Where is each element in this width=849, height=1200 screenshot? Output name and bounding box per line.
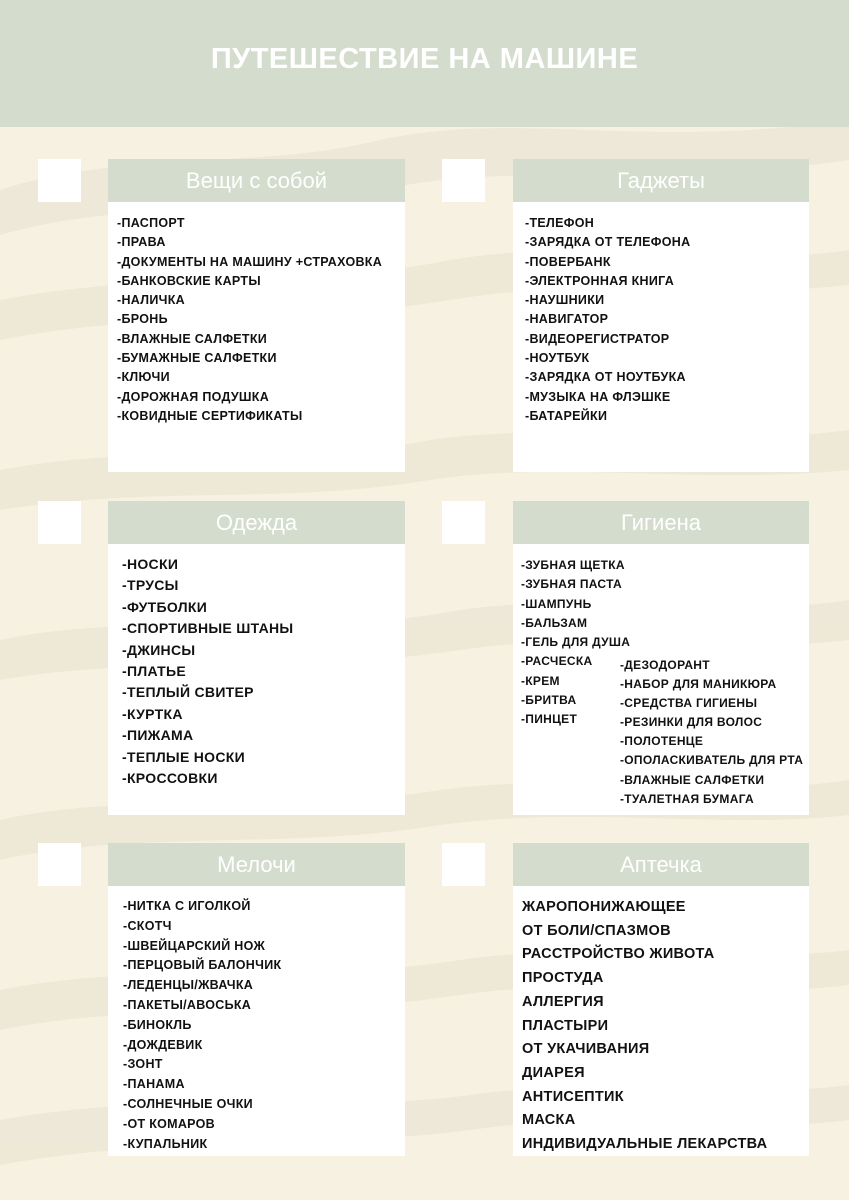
list-item: -ПАКЕТЫ/АВОСЬКА [123, 997, 252, 1012]
checkbox-gadgets[interactable] [442, 159, 485, 202]
section-title: Вещи с собой [108, 159, 405, 202]
list-item: -ТЕПЛЫЕ НОСКИ [122, 748, 245, 765]
list-item: РАССТРОЙСТВО ЖИВОТА [522, 946, 715, 963]
list-item: МАСКА [522, 1112, 576, 1129]
item-list [108, 544, 405, 789]
list-item: -ВЛАЖНЫЕ САЛФЕТКИ [620, 772, 765, 787]
list-item: -ТУАЛЕТНАЯ БУМАГА [620, 791, 755, 806]
list-item: -НИТКА С ИГОЛКОЙ [123, 899, 251, 913]
list-item: -ШВЕЙЦАРСКИЙ НОЖ [123, 938, 266, 953]
list-item: -ПАСПОРТ [117, 216, 185, 230]
list-item: -ДОЖДЕВИК [123, 1037, 203, 1052]
list-item: -БУМАЖНЫЕ САЛФЕТКИ [117, 351, 277, 366]
list-item: -БАЛЬЗАМ [521, 615, 588, 630]
list-item: ЖАРОПОНИЖАЮЩЕЕ [522, 899, 686, 915]
list-item: -БРИТВА [521, 693, 577, 708]
item-list [513, 886, 809, 1157]
item-list [108, 202, 405, 426]
list-item: -ЗОНТ [123, 1057, 163, 1072]
list-item: -НОУТБУК [525, 351, 590, 366]
item-list [108, 886, 405, 1154]
list-item: -ПИЖАМА [122, 727, 194, 744]
list-item: -ДОКУМЕНТЫ НА МАШИНУ +СТРАХОВКА [117, 254, 383, 269]
list-item: -НАЛИЧКА [117, 293, 185, 308]
section-title: Одежда [108, 501, 405, 544]
list-item: -ПАНАМА [123, 1077, 185, 1092]
list-item: -ПОВЕРБАНК [525, 254, 611, 269]
list-item: -ТРУСЫ [122, 577, 179, 594]
checkbox-hygiene[interactable] [442, 501, 485, 544]
list-item: -ПИНЦЕТ [521, 712, 578, 727]
section-firstaid [513, 843, 809, 1156]
list-item: -НАБОР ДЛЯ МАНИКЮРА [620, 677, 777, 692]
list-item: ОТ УКАЧИВАНИЯ [522, 1041, 650, 1058]
list-item: -БАНКОВСКИЕ КАРТЫ [117, 273, 261, 288]
section-small [108, 843, 405, 1156]
list-item: -ПЛАТЬЕ [122, 663, 187, 680]
list-item: -ВИДЕОРЕГИСТРАТОР [525, 331, 670, 346]
list-item: -ГЕЛЬ ДЛЯ ДУША [521, 635, 631, 650]
list-item: -ВЛАЖНЫЕ САЛФЕТКИ [117, 331, 268, 346]
list-item: -БАТАРЕЙКИ [525, 408, 608, 423]
list-item: -ДОРОЖНАЯ ПОДУШКА [117, 389, 270, 404]
list-item: -ОТ КОМАРОВ [123, 1116, 216, 1131]
list-item: ИНДИВИДУАЛЬНЫЕ ЛЕКАРСТВА [522, 1136, 768, 1153]
checkbox-small[interactable] [38, 843, 81, 886]
list-item: -ОПОЛАСКИВАТЕЛЬ ДЛЯ РТА [620, 753, 804, 768]
list-item: -ЗАРЯДКА ОТ ТЕЛЕФОНА [525, 235, 691, 250]
list-item: -СПОРТИВНЫЕ ШТАНЫ [122, 620, 294, 637]
list-item: ДИАРЕЯ [522, 1064, 585, 1081]
list-item: АНТИСЕПТИК [522, 1088, 624, 1105]
list-item: -РЕЗИНКИ ДЛЯ ВОЛОС [620, 715, 763, 730]
list-item: -НОСКИ [122, 556, 179, 572]
section-clothes [108, 501, 405, 815]
list-item: -СОЛНЕЧНЫЕ ОЧКИ [123, 1096, 253, 1111]
checkbox-things[interactable] [38, 159, 81, 202]
list-item: -ДЕЗОДОРАНТ [620, 658, 710, 672]
item-list [521, 556, 630, 730]
page-header [0, 0, 849, 127]
section-title: Гаджеты [513, 159, 809, 202]
list-item: -ЛЕДЕНЦЫ/ЖВАЧКА [123, 978, 254, 993]
list-item: -МУЗЫКА НА ФЛЭШКЕ [525, 389, 671, 404]
list-item: -СРЕДСТВА ГИГИЕНЫ [620, 696, 758, 711]
item-list [513, 202, 809, 426]
list-item: АЛЛЕРГИЯ [522, 993, 604, 1010]
section-title: Аптечка [513, 843, 809, 886]
section-things [108, 159, 405, 472]
checkbox-clothes[interactable] [38, 501, 81, 544]
list-item: -БРОНЬ [117, 312, 168, 327]
list-item: -БИНОКЛЬ [123, 1017, 192, 1032]
checkbox-firstaid[interactable] [442, 843, 485, 886]
list-item: -ТЕЛЕФОН [525, 216, 595, 230]
list-item: -ТЕПЛЫЙ СВИТЕР [122, 684, 254, 701]
list-item: ПЛАСТЫРИ [522, 1017, 609, 1034]
list-item: -КОВИДНЫЕ СЕРТИФИКАТЫ [117, 408, 303, 423]
section-title: Мелочи [108, 843, 405, 886]
item-list [620, 656, 803, 809]
list-item: -НАУШНИКИ [525, 293, 605, 308]
list-item: -ЗУБНАЯ ПАСТА [521, 577, 622, 592]
list-item: -ДЖИНСЫ [122, 641, 196, 658]
list-item: -СКОТЧ [123, 918, 172, 933]
list-item: -КУПАЛЬНИК [123, 1136, 208, 1151]
list-item: -ПЕРЦОВЫЙ БАЛОНЧИК [123, 958, 282, 973]
list-item: -ШАМПУНЬ [521, 596, 592, 611]
list-item: ОТ БОЛИ/СПАЗМОВ [522, 922, 671, 939]
list-item: -ПОЛОТЕНЦЕ [620, 734, 704, 749]
list-item: -РАСЧЕСКА [521, 654, 593, 669]
list-item: -НАВИГАТОР [525, 312, 609, 327]
list-item: -КУРТКА [122, 705, 183, 722]
list-item: -ЗАРЯДКА ОТ НОУТБУКА [525, 370, 686, 385]
list-item: -КРОССОВКИ [122, 770, 218, 787]
list-item: -ЗУБНАЯ ЩЕТКА [521, 558, 625, 572]
section-gadgets [513, 159, 809, 472]
section-hygiene [513, 501, 809, 815]
list-item: -КЛЮЧИ [117, 370, 170, 385]
list-item: -ПРАВА [117, 235, 166, 250]
list-item: -ЭЛЕКТРОННАЯ КНИГА [525, 273, 675, 288]
list-item: -КРЕМ [521, 673, 560, 688]
section-title: Гигиена [513, 501, 809, 544]
page-title: ПУТЕШЕСТВИЕ НА МАШИНЕ [210, 43, 639, 75]
list-item: -ФУТБОЛКИ [122, 598, 208, 615]
list-item: ПРОСТУДА [522, 970, 604, 987]
